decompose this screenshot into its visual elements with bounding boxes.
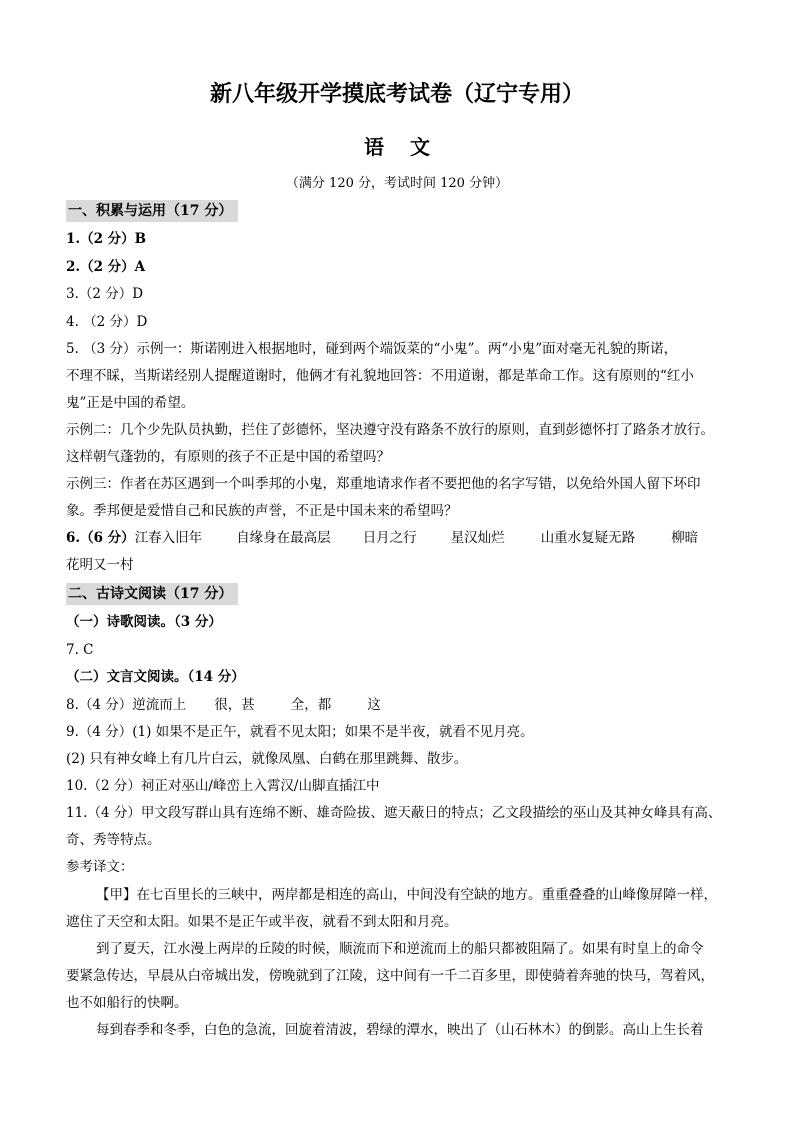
q1: 1.（2 分）B — [66, 231, 147, 247]
q4: 4. （2 分）D — [66, 314, 148, 330]
exam-note: （满分 120 分，考试时间 120 分钟） — [285, 176, 509, 191]
q8-item: 很，甚 — [214, 697, 255, 713]
answer-line — [66, 312, 730, 332]
q11-line: 奇、秀等特点。 — [66, 832, 161, 848]
section-heading-1: 一、积累与运用（17 分） — [66, 200, 238, 222]
answer-line — [66, 229, 730, 249]
q6-item: 江春入旧年 — [134, 530, 203, 546]
q8-line — [66, 695, 730, 715]
q5-line: 鬼”正是中国的希望。 — [66, 395, 195, 411]
q6-item: 自缘身在最高层 — [236, 530, 331, 546]
q8-label: 8.（4 分） — [66, 697, 133, 713]
subject-heading: 语文 — [364, 135, 456, 159]
translation-line: 每到春季和冬季，白色的急流，回旋着清波，碧绿的潭水，映出了（山石林木）的倒影。高山上生长着 — [96, 1022, 704, 1038]
reference-translation-label: 参考译文： — [66, 859, 134, 875]
q11-line: 11.（4 分）甲文段写群山具有连绵不断、雄奇险拔、遮天蔽日的特点；乙文段描绘的巫山及其神女峰具有高、 — [66, 805, 722, 821]
answer-line — [66, 284, 730, 304]
q7: 7. C — [66, 642, 94, 658]
q6-item: 山重水复疑无路 — [540, 530, 636, 546]
q9-line: 9.（4 分）(1) 如果不是正午，就看不见太阳；如果不是半夜，就看不见月亮。 — [66, 724, 534, 740]
q5-line: 象。季邦便是爱惜自己和民族的声誉，不正是中国未来的希望吗？ — [66, 503, 458, 519]
q6-line — [66, 528, 730, 548]
answer-line — [66, 257, 730, 277]
q8-item: 这 — [367, 697, 381, 713]
q8-item: 全，都 — [290, 697, 332, 713]
q8-item: 逆流而上 — [132, 697, 187, 713]
section-heading-2: 二、古诗文阅读（17 分） — [66, 583, 238, 605]
page-title: 新八年级开学摸底考试卷（辽宁专用） — [209, 82, 584, 107]
subsection-heading: （二）文言文阅读。（14 分） — [66, 669, 245, 685]
q5-line: 示例二：几个少先队员执勤，拦住了彭德怀，坚决遵守没有路条不放行的原则，直到彭德怀打了路条才放行。 — [66, 422, 714, 438]
subsection-heading: （一）诗歌阅读。（3 分） — [66, 614, 222, 630]
q2: 2.（2 分）A — [66, 259, 146, 275]
translation-line: 要紧急传达，早晨从白帝城出发，傍晚就到了江陵，这中间有一千二百多里，即使骑着奔驰的快马，驾着风， — [66, 968, 714, 984]
q5-line: 这样朝气蓬勃的，有原则的孩子不正是中国的希望吗？ — [66, 449, 390, 465]
translation-line: 到了夏天，江水漫上两岸的丘陵的时候，顺流而下和逆流而上的船只都被阻隔了。如果有时皇上的命令 — [96, 941, 704, 957]
translation-line: 【甲】在七百里长的三峡中，两岸都是相连的高山，中间没有空缺的地方。重重叠叠的山峰像屏障一样， — [96, 887, 717, 903]
q10: 10.（2 分）祠正对巫山/峰峦上入霄汉/山脚直插江中 — [66, 778, 380, 794]
translation-line: 也不如船行的快啊。 — [66, 995, 188, 1011]
q6-item: 星汉灿烂 — [450, 530, 505, 546]
q5-line: 5. （3 分）示例一：斯诺刚进入根据地时，碰到两个端饭菜的“小鬼”。两“小鬼”面对毫无礼貌的斯诺， — [66, 341, 678, 357]
q9-line: (2) 只有神女峰上有几片白云，就像凤凰、白鹤在那里跳舞、散步。 — [66, 751, 468, 767]
q6-item: 日月之行 — [362, 530, 417, 546]
q5-line: 示例三：作者在苏区遇到一个叫季邦的小鬼，郑重地请求作者不要把他的名字写错，以免给外国人留下坏印 — [66, 476, 701, 492]
q3: 3.（2 分）D — [66, 286, 144, 302]
q6-line: 花明又一村 — [66, 557, 134, 573]
q6-label: 6.（6 分） — [66, 530, 135, 546]
q6-item: 柳暗 — [671, 530, 699, 546]
translation-line: 遮住了天空和太阳。如果不是正午或半夜，就看不到太阳和月亮。 — [66, 914, 458, 930]
q5-line: 不理不睬，当斯诺经别人提醒道谢时，他俩才有礼貌地回答：不用道谢，都是革命工作。这有原则的“红小 — [66, 368, 694, 384]
